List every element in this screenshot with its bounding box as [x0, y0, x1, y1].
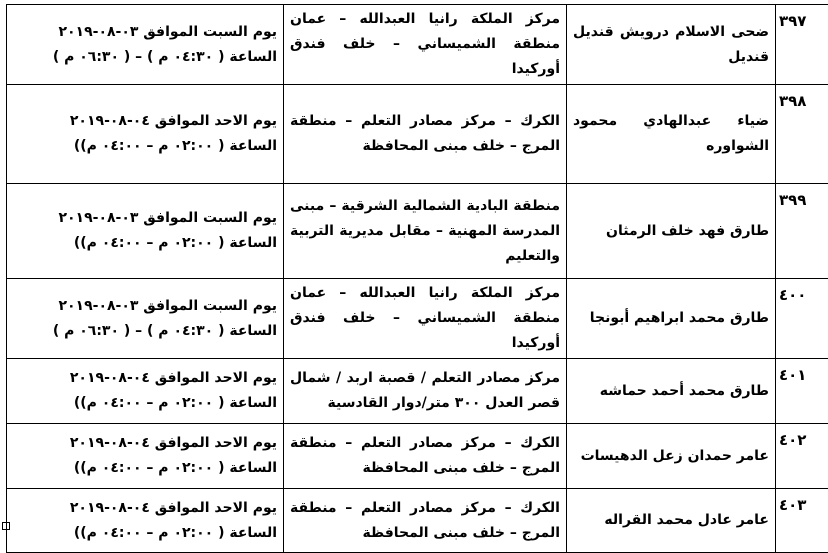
candidate-name: عامر حمدان زعل الدهيسات: [567, 424, 776, 489]
exam-time: الساعة ( ٠٢:٠٠ م – ٠٤:٠٠ م)): [13, 456, 277, 481]
exam-date-cell: [7, 359, 284, 424]
exam-date: يوم الاحد الموافق ٠٤-٠٨-٢٠١٩: [13, 431, 277, 456]
exam-date-cell: [7, 5, 284, 85]
exam-time: الساعة ( ٠٤:٣٠ م ) – ( ٠٦:٣٠ م ): [13, 45, 277, 70]
exam-time: الساعة ( ٠٢:٠٠ م – ٠٤:٠٠ م)): [13, 521, 277, 546]
table-row: [7, 5, 828, 85]
candidate-name: عامر عادل محمد القراله: [567, 489, 776, 553]
table-row: [7, 184, 828, 279]
row-number: ٣٩٨: [776, 85, 828, 184]
exam-time: الساعة ( ٠٢:٠٠ م – ٠٤:٠٠ م)): [13, 134, 277, 159]
exam-date: يوم السبت الموافق ٠٣-٠٨-٢٠١٩: [13, 20, 277, 45]
candidate-name: ضحى الاسلام درويش قنديل قنديل: [567, 5, 776, 85]
exam-date: يوم الاحد الموافق ٠٤-٠٨-٢٠١٩: [13, 109, 277, 134]
row-number: ٤٠٠: [776, 279, 828, 359]
exam-location: مركز الملكة رانيا العبدالله – عمان منطقة الشميساني – خلف فندق أوركيدا: [284, 279, 567, 359]
exam-time: الساعة ( ٠٢:٠٠ م – ٠٤:٠٠ م)): [13, 231, 277, 256]
table-row: [7, 489, 828, 553]
exam-time: الساعة ( ٠٤:٣٠ م ) – ( ٠٦:٣٠ م ): [13, 319, 277, 344]
table-row: [7, 359, 828, 424]
row-number: ٤٠٢: [776, 424, 828, 489]
exam-location: منطقة البادية الشمالية الشرقية – مبنى المدرسة المهنية – مقابل مديرية التربية والتعليم: [284, 184, 567, 279]
exam-date-cell: [7, 184, 284, 279]
table-row: [7, 85, 828, 184]
exam-date: يوم السبت الموافق ٠٣-٠٨-٢٠١٩: [13, 294, 277, 319]
table-row: [7, 279, 828, 359]
exam-location: الكرك – مركز مصادر التعلم – منطقة المرج – خلف مبنى المحافظة: [284, 85, 567, 184]
schedule-table: [6, 4, 828, 553]
exam-time: الساعة ( ٠٢:٠٠ م – ٠٤:٠٠ م)): [13, 391, 277, 416]
exam-date-cell: [7, 279, 284, 359]
exam-location: مركز مصادر التعلم / قصبة اربد / شمال قصر العدل ٣٠٠ متر/دوار القادسية: [284, 359, 567, 424]
exam-date: يوم السبت الموافق ٠٣-٠٨-٢٠١٩: [13, 206, 277, 231]
exam-date-cell: [7, 85, 284, 184]
row-number: ٣٩٧: [776, 5, 828, 85]
candidate-name: ضياء عبدالهادي محمود الشواوره: [567, 85, 776, 184]
exam-location: مركز الملكة رانيا العبدالله – عمان منطقة الشميساني – خلف فندق أوركيدا: [284, 5, 567, 85]
row-number: ٣٩٩: [776, 184, 828, 279]
exam-location: الكرك – مركز مصادر التعلم – منطقة المرج – خلف مبنى المحافظة: [284, 424, 567, 489]
table-row: [7, 424, 828, 489]
candidate-name: طارق فهد خلف الرمثان: [567, 184, 776, 279]
exam-date-cell: [7, 489, 284, 553]
exam-date: يوم الاحد الموافق ٠٤-٠٨-٢٠١٩: [13, 366, 277, 391]
exam-date: يوم الاحد الموافق ٠٤-٠٨-٢٠١٩: [13, 496, 277, 521]
paragraph-mark-icon: [2, 522, 10, 530]
row-number: ٤٠١: [776, 359, 828, 424]
candidate-name: طارق محمد أحمد حماشه: [567, 359, 776, 424]
candidate-name: طارق محمد ابراهيم أبونجا: [567, 279, 776, 359]
exam-date-cell: [7, 424, 284, 489]
row-number: ٤٠٣: [776, 489, 828, 553]
exam-location: الكرك – مركز مصادر التعلم – منطقة المرج – خلف مبنى المحافظة: [284, 489, 567, 553]
